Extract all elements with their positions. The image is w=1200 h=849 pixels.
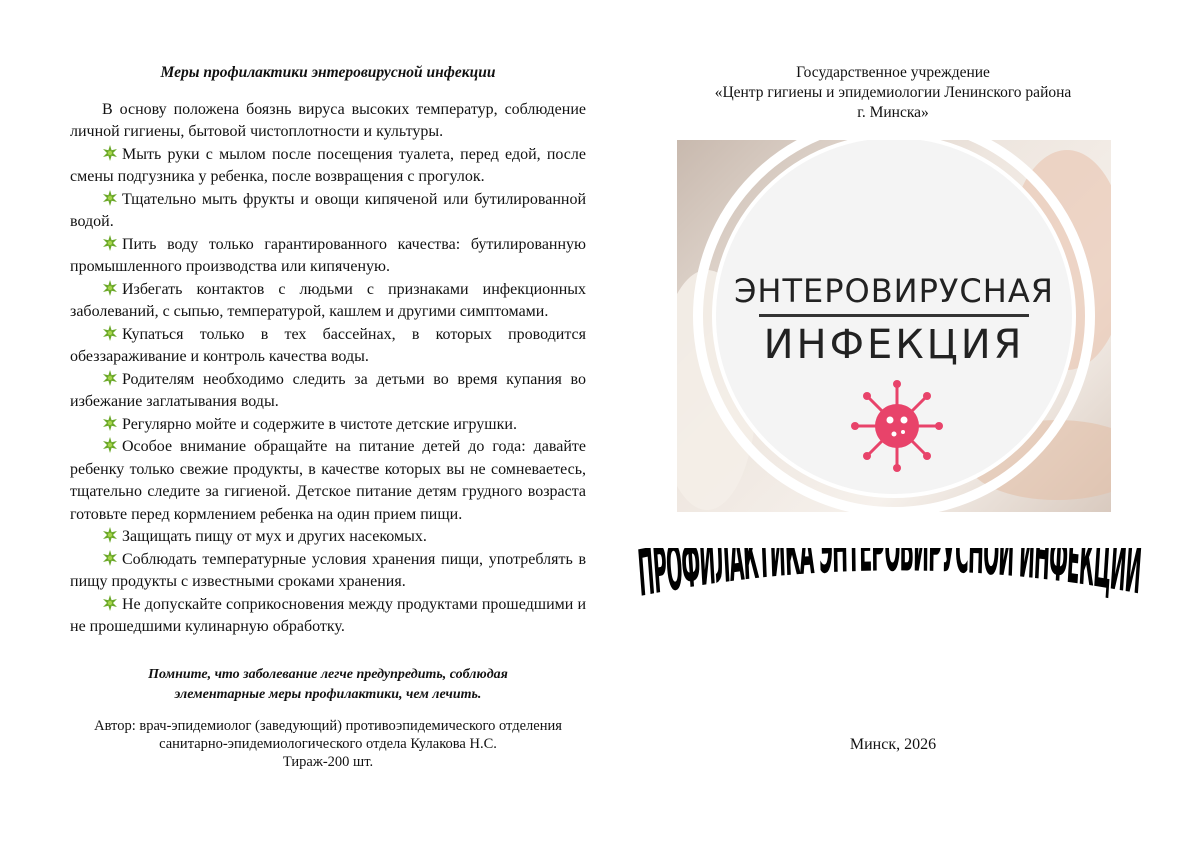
list-item xyxy=(70,189,586,234)
list-item-text: Родителям необходимо следить за детьми во время купания во избежание заглатывания воды. xyxy=(70,370,586,410)
list-item-text: Соблюдать температурные условия хранения пищи, употреблять в пищу продукты с известными сроками хранения. xyxy=(70,550,586,590)
author-line-1: Автор: врач-эпидемиолог (заведующий) противоэпидемического отделения xyxy=(94,717,562,734)
institution-line-3: г. Минска» xyxy=(857,104,929,121)
remember-note xyxy=(100,665,556,705)
list-item xyxy=(70,549,586,594)
virus-icon xyxy=(851,380,943,472)
list-item xyxy=(70,594,586,639)
remember-line-2: элементарные меры профилактики, чем лечить. xyxy=(174,686,482,702)
author-block xyxy=(70,717,586,771)
list-item-text: Избегать контактов с людьми с признаками инфекционных заболеваний, с сыпью, температурой, кашлем и другими симптомами. xyxy=(70,280,586,320)
green-star-bullet-icon xyxy=(102,437,118,453)
brochure-title-path: ПРОФИЛАКТИКА ЭНТЕРОВИРУСНОЙ ИНФЕКЦИИ xyxy=(636,548,1156,612)
green-star-bullet-icon xyxy=(102,280,118,296)
remember-line-1: Помните, что заболевание легче предупредить, соблюдая xyxy=(148,666,508,682)
institution-line-1: Государственное учреждение xyxy=(796,64,990,81)
list-item-text: Купаться только в тех бассейнах, в которых проводится обеззараживание и контроль качества воды. xyxy=(70,325,586,365)
list-item-text: Пить воду только гарантированного качества: бутилированную промышленного производства или кипяченую. xyxy=(70,235,586,275)
list-item-text: Регулярно мойте и содержите в чистоте детские игрушки. xyxy=(122,415,517,433)
green-star-bullet-icon xyxy=(102,325,118,341)
list-item xyxy=(70,144,586,189)
list-item-text: Защищать пищу от мух и других насекомых. xyxy=(122,528,427,545)
author-line-2: санитарно-эпидемиологического отдела Кулакова Н.С. xyxy=(159,735,497,752)
list-item xyxy=(70,324,586,369)
list-item xyxy=(70,526,586,549)
brochure-title-text xyxy=(636,548,1156,612)
left-title: Меры профилактики энтеровирусной инфекции xyxy=(160,64,496,81)
green-star-bullet-icon xyxy=(102,190,118,206)
green-star-bullet-icon xyxy=(102,370,118,386)
list-item xyxy=(70,436,586,526)
list-item-text: Мыть руки с мылом после посещения туалета, перед едой, после смены подгузника у ребенка, после возвращения с прогулок. xyxy=(70,145,586,185)
brochure-title xyxy=(636,548,1156,632)
list-item xyxy=(70,414,586,437)
green-star-bullet-icon xyxy=(102,415,118,431)
green-star-bullet-icon xyxy=(102,595,118,611)
print-run: Тираж-200 шт. xyxy=(282,753,374,770)
list-item xyxy=(70,234,586,279)
green-star-bullet-icon xyxy=(102,527,118,543)
list-item xyxy=(70,279,586,324)
city-year: Минск, 2026 xyxy=(849,736,937,753)
cover-title-line-2: ИНФЕКЦИЯ xyxy=(763,322,1025,368)
institution-line-2: «Центр гигиены и эпидемиологии Ленинского района xyxy=(714,84,1072,101)
green-star-bullet-icon xyxy=(102,235,118,251)
cover-image xyxy=(677,140,1111,512)
arched-title-svg xyxy=(636,548,1156,632)
green-star-bullet-icon xyxy=(102,145,118,161)
list-item-text: Не допускайте соприкосновения между продуктами прошедшими и не прошедшими кулинарную обработку. xyxy=(70,595,586,635)
green-star-bullet-icon xyxy=(102,550,118,566)
prevention-list xyxy=(70,144,586,639)
cover-title-line-1: ЭНТЕРОВИРУСНАЯ xyxy=(734,272,1054,310)
list-item-text: Тщательно мыть фрукты и овощи кипяченой или бутилированной водой. xyxy=(70,190,586,230)
left-panel xyxy=(70,62,586,771)
list-item xyxy=(70,369,586,414)
list-item-text: Особое внимание обращайте на питание детей до года: давайте ребенку только свежие продукты, в качестве которых вы не сомневаетесь, тщательно следите за гигиеной. Детское питание детям грудного возраста готовьте перед кормлением ребенка на один прием пищи. xyxy=(70,438,586,523)
cover-illustration xyxy=(677,140,1111,512)
institution-header xyxy=(660,63,1126,123)
intro-paragraph: В основу положена боязнь вируса высоких температур, соблюдение личной гигиены, бытовой чистоплотности и культуры. xyxy=(70,100,586,140)
